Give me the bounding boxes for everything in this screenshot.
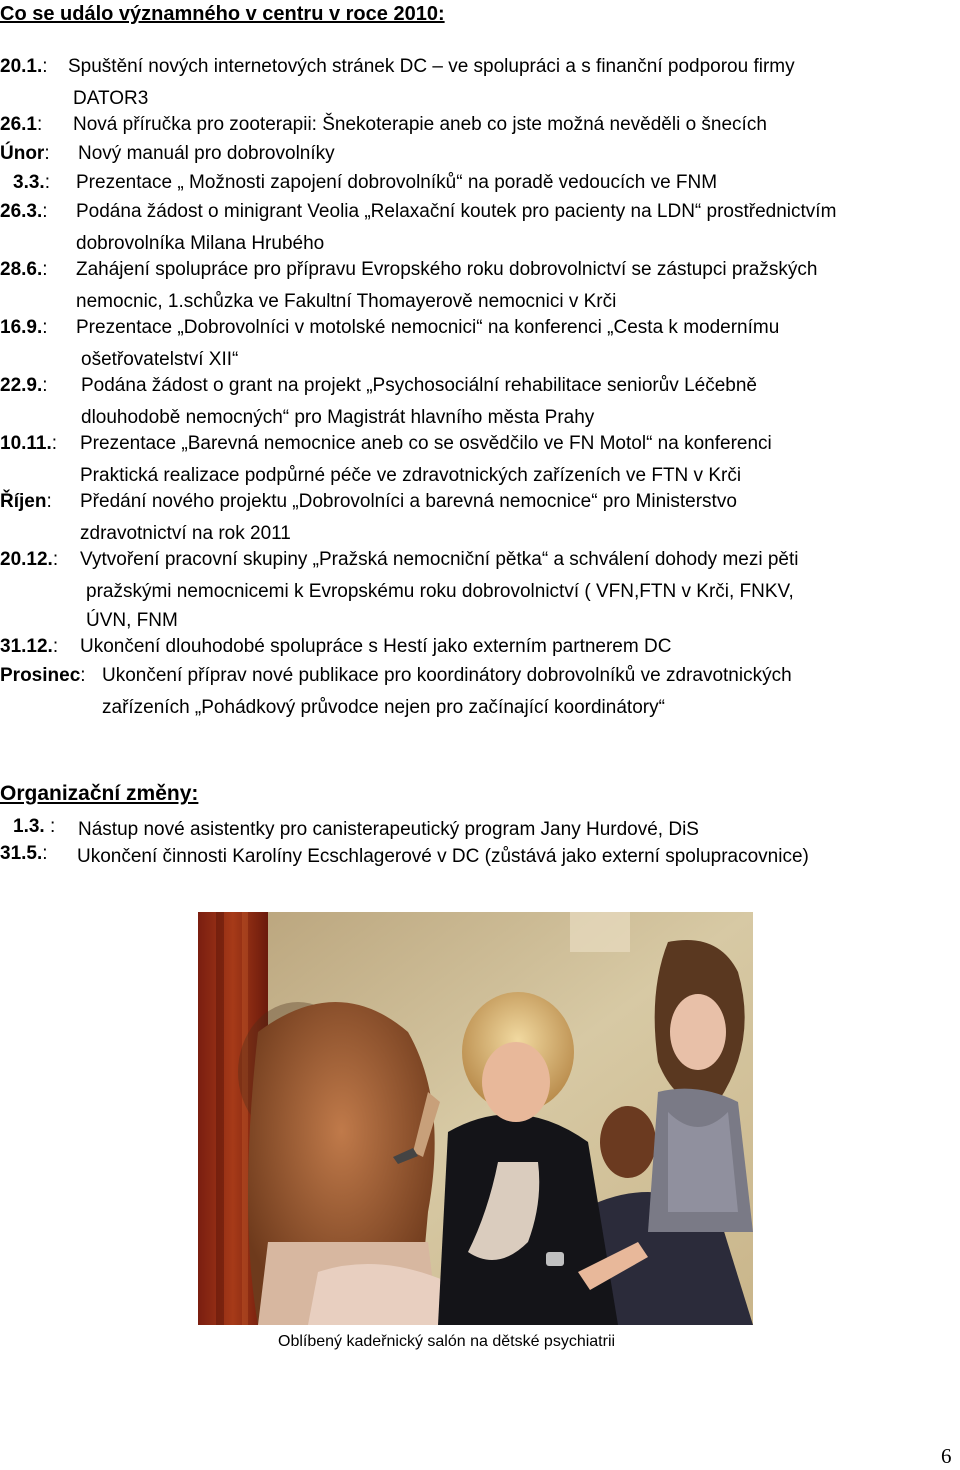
event-item — [0, 487, 950, 545]
page-heading: Co se událo významného v centru v roce 2010: — [0, 3, 445, 25]
event-text: Podána žádost o grant na projekt „Psychosociální rehabilitace seniorův Léčebně dlouhodobě nemocných“ pro Magistrát hlavního města Prahy — [81, 375, 757, 428]
event-item — [0, 139, 950, 168]
event-item — [0, 52, 950, 110]
change-date: 1.3. : — [13, 816, 56, 837]
event-item — [0, 110, 950, 139]
event-text: Spuštění nových internetových stránek DC – ve spolupráci a s finanční podporou firmy DATOR3 — [68, 56, 795, 109]
change-text: Ukončení činnosti Karolíny Ecschlagerové v DC (zůstává jako externí spolupracovnice) — [77, 846, 809, 867]
event-item — [0, 197, 950, 255]
event-text: Nový manuál pro dobrovolníky — [78, 143, 335, 164]
event-item — [0, 661, 950, 719]
event-text: Vytvoření pracovní skupiny „Pražská nemocniční pětka“ a schválení dohody mezi pěti pražskými nemocnicemi k Evropskému roku dobrovolnictví ( VFN,FTN v Krči, FNKV, ÚVN, FNM — [80, 549, 799, 631]
event-item — [0, 313, 950, 371]
event-date: Prosinec: — [0, 665, 86, 686]
event-item — [0, 429, 950, 487]
event-date: 16.9.: — [0, 317, 48, 338]
events-list — [0, 52, 950, 719]
event-text: Prezentace „Barevná nemocnice aneb co se osvědčilo ve FN Motol“ na konferenci Praktická realizace podpůrné péče ve zdravotnických zařízeních ve FTN v Krči — [80, 433, 772, 486]
event-item — [0, 632, 950, 661]
event-text: Předání nového projektu „Dobrovolníci a barevná nemocnice“ pro Ministerstvo zdravotnictví na rok 2011 — [80, 491, 737, 544]
event-date: 10.11.: — [0, 433, 58, 454]
event-text: Ukončení příprav nové publikace pro koordinátory dobrovolníků ve zdravotnických zařízeních „Pohádkový průvodce nejen pro začínající koordinátory“ — [102, 665, 792, 718]
event-date: 26.1: — [0, 114, 43, 135]
event-date: 3.3.: — [13, 172, 50, 193]
event-text: Nová příručka pro zooterapii: Šnekoterapie aneb co jste možná nevěděli o šnecích — [73, 114, 767, 135]
change-text: Nástup nové asistentky pro canisterapeutický program Jany Hurdové, DiS — [78, 819, 699, 840]
event-text: Podána žádost o minigrant Veolia „Relaxační koutek pro pacienty na LDN“ prostřednictvím dobrovolníka Milana Hrubého — [76, 201, 837, 254]
event-date: 28.6.: — [0, 259, 48, 280]
event-item — [0, 255, 950, 313]
event-date: 31.12.: — [0, 636, 59, 657]
event-date: 20.12.: — [0, 549, 59, 570]
change-date: 31.5.: — [0, 843, 48, 864]
event-date: Říjen: — [0, 491, 52, 512]
change-item — [0, 839, 950, 866]
page-number: 6 — [941, 1444, 952, 1468]
change-item — [0, 812, 950, 839]
event-date: 20.1.: — [0, 56, 48, 77]
event-date: 22.9.: — [0, 375, 48, 396]
changes-heading: Organizační změny: — [0, 782, 199, 805]
photo-illustration — [198, 912, 753, 1325]
event-text: Prezentace „Dobrovolníci v motolské nemocnici“ na konferenci „Cesta k modernímu ošetřovatelství XII“ — [76, 317, 780, 370]
changes-list — [0, 812, 950, 866]
salon-photo — [198, 912, 753, 1325]
event-date: 26.3.: — [0, 201, 48, 222]
event-item — [0, 168, 950, 197]
event-date: Únor: — [0, 143, 50, 164]
event-item — [0, 545, 950, 632]
photo-caption: Oblíbený kadeřnický salón na dětské psychiatrii — [278, 1333, 616, 1350]
event-item — [0, 371, 950, 429]
event-text: Zahájení spolupráce pro přípravu Evropského roku dobrovolnictví se zástupci pražských nemocnic, 1.schůzka ve Fakultní Thomayerově nemocnici v Krči — [76, 259, 818, 312]
event-text: Prezentace „ Možnosti zapojení dobrovolníků“ na poradě vedoucích ve FNM — [76, 172, 718, 193]
event-text: Ukončení dlouhodobé spolupráce s Hestí jako externím partnerem DC — [80, 636, 672, 657]
